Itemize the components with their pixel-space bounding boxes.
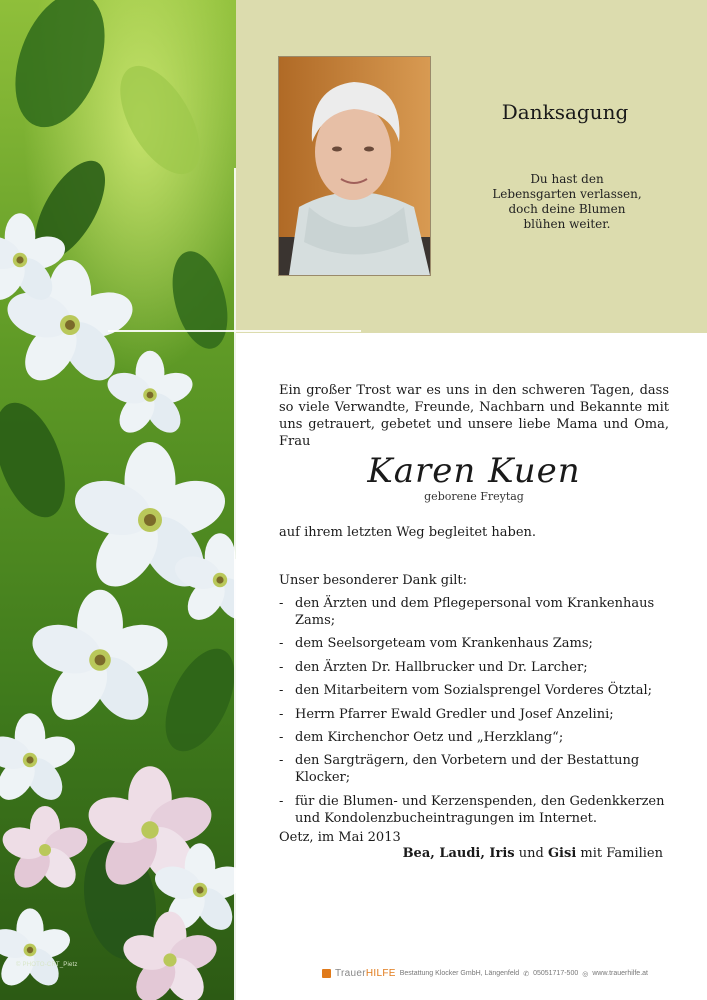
- list-item: [279, 635, 669, 652]
- cross-vertical-line: [234, 168, 236, 1000]
- list-dash: -: [279, 753, 284, 769]
- route-text: auf ihrem letzten Weg begleitet haben.: [279, 525, 537, 540]
- list-item-text: dem Seelsorgeteam vom Krankenhaus Zams;: [295, 636, 593, 652]
- cross-horizontal-line: [108, 330, 361, 332]
- list-dash: -: [279, 706, 284, 722]
- signature-name: Laudi: [439, 846, 481, 861]
- list-item: [279, 729, 669, 746]
- brand-logo: [335, 968, 396, 979]
- signature-separator: ,: [430, 846, 440, 861]
- phone-number: 05051717-500: [533, 970, 579, 977]
- signature-and: und: [514, 846, 548, 861]
- signature-name: Bea: [402, 846, 431, 861]
- globe-icon: ◎: [582, 970, 589, 978]
- poem-line: blühen weiter.: [523, 217, 611, 231]
- list-dash: -: [279, 636, 284, 652]
- list-dash: -: [279, 683, 284, 699]
- list-dash: -: [279, 596, 284, 611]
- signature: [380, 846, 663, 861]
- page-title: Danksagung: [501, 100, 629, 124]
- thanks-heading: Unser besonderer Dank gilt:: [279, 573, 467, 588]
- website-link[interactable]: www.trauerhilfe.at: [592, 970, 648, 977]
- list-dash: -: [279, 793, 284, 809]
- signature-suffix: mit Familien: [576, 846, 663, 861]
- portrait-photo: [279, 57, 430, 275]
- deceased-name: Karen Kuen: [367, 451, 581, 491]
- list-item-text: den Ärzten und dem Pflegepersonal vom Krankenhaus Zams;: [295, 596, 655, 628]
- brand-accent: HILFE: [365, 968, 396, 979]
- signature-name: Gisi: [547, 846, 577, 861]
- place-date: Oetz, im Mai 2013: [279, 830, 401, 845]
- list-dash: -: [279, 729, 284, 745]
- list-item-text: Herrn Pfarrer Ewald Gredler und Josef Anzelini;: [295, 706, 614, 722]
- list-item-text: den Mitarbeitern vom Sozialsprengel Vorderes Ötztal;: [295, 683, 653, 699]
- company-name: Bestattung Klocker GmbH, Längenfeld: [399, 970, 520, 977]
- signature-name: Iris: [489, 846, 515, 861]
- list-item-text: den Ärzten Dr. Hallbrucker und Dr. Larcher;: [295, 659, 588, 675]
- poem-line: Du hast den: [530, 172, 604, 186]
- poem-line: doch deine Blumen: [508, 202, 626, 216]
- list-item-text: den Sargträgern, den Vorbetern und der Bestattung Klocker;: [295, 753, 640, 786]
- list-item: [279, 682, 669, 699]
- list-item: [279, 793, 669, 827]
- list-item: [279, 595, 669, 629]
- flower-image-panel: [0, 0, 236, 1000]
- list-item-text: dem Kirchenchor Oetz und „Herzklang“;: [295, 729, 564, 745]
- apple-blossom-image: [0, 0, 236, 1000]
- trauerhilfe-logo-icon: [322, 969, 331, 978]
- list-dash: -: [279, 659, 284, 675]
- birth-name: geborene Freytag: [424, 490, 524, 503]
- poem-line: Lebensgarten verlassen,: [492, 187, 642, 201]
- list-item: [279, 706, 669, 723]
- list-item: [279, 752, 669, 786]
- list-item: [279, 659, 669, 676]
- footer: [322, 968, 648, 979]
- thanks-list: [279, 595, 669, 833]
- signature-separator: ,: [480, 846, 490, 861]
- list-item-text: für die Blumen- und Kerzenspenden, den Gedenkkerzen und Kondolenzbucheintragungen im Internet.: [295, 793, 665, 826]
- photo-credit: © PHOTO-CRT_Pietz: [16, 962, 78, 968]
- intro-paragraph: Ein großer Trost war es uns in den schweren Tagen, dass so viele Verwandte, Freunde, Nachbarn und Bekannte mit uns getrauert, gebetet und unsere liebe Mama und Oma, Frau: [279, 383, 669, 449]
- poem: [472, 172, 662, 232]
- brand-main: Trauer: [335, 968, 366, 979]
- phone-icon: ✆: [523, 970, 530, 978]
